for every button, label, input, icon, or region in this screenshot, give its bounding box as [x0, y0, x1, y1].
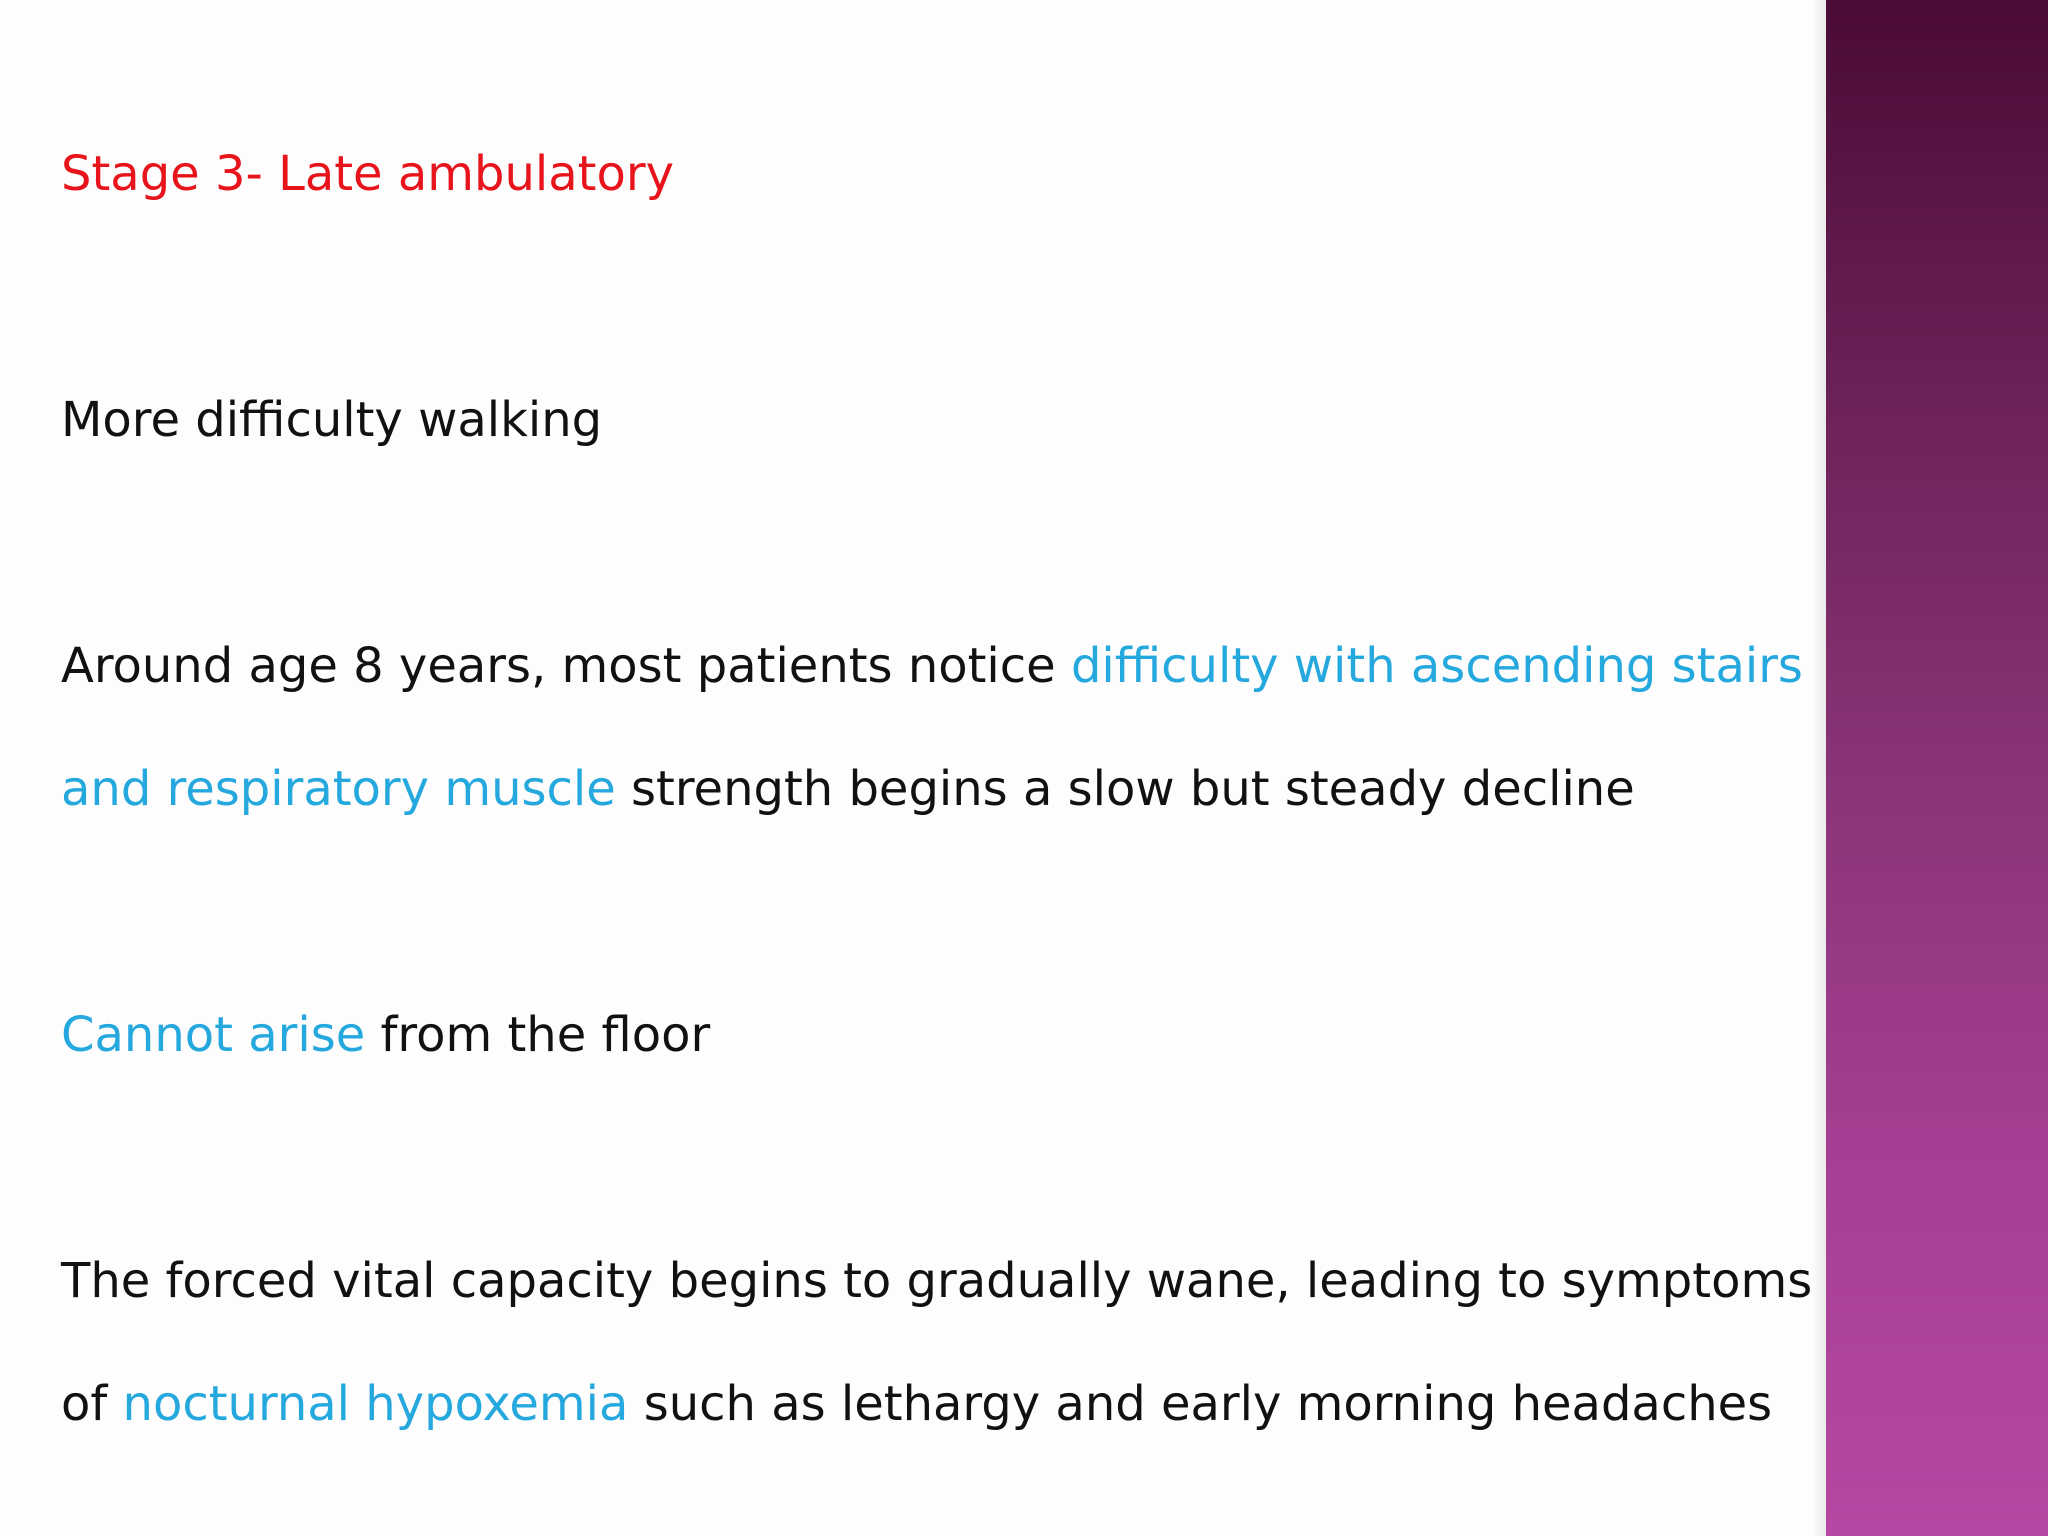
text-line-nocturnal-hypoxemia	[61, 1376, 1773, 1432]
decorative-side-bar	[1826, 0, 2048, 1536]
text-span-highlight: Cannot arise	[61, 1007, 366, 1063]
text-line-cannot-arise	[61, 1007, 711, 1063]
text-span-plain: of	[61, 1376, 123, 1432]
sidebar-shadow-edge	[1812, 0, 1826, 1536]
text-span-highlight: and respiratory muscle	[61, 761, 616, 817]
text-span-plain: Around age 8 years, most patients notice	[61, 638, 1071, 694]
text-span-plain: from the floor	[365, 1007, 711, 1063]
text-line-forced-vital-capacity: The forced vital capacity begins to gradually wane, leading to symptoms	[61, 1253, 1813, 1309]
text-span-highlight: nocturnal hypoxemia	[122, 1376, 629, 1432]
text-line-respiratory	[61, 761, 1635, 817]
slide-heading: Stage 3- Late ambulatory	[61, 146, 674, 202]
text-span-plain: such as lethargy and early morning headaches	[628, 1376, 1773, 1432]
text-line-around-age	[61, 638, 1803, 694]
text-span-plain: strength begins a slow but steady decline	[615, 761, 1635, 817]
text-line-more-difficulty-walking: More difficulty walking	[61, 392, 603, 448]
text-span-highlight: difficulty with ascending stairs	[1070, 638, 1803, 694]
